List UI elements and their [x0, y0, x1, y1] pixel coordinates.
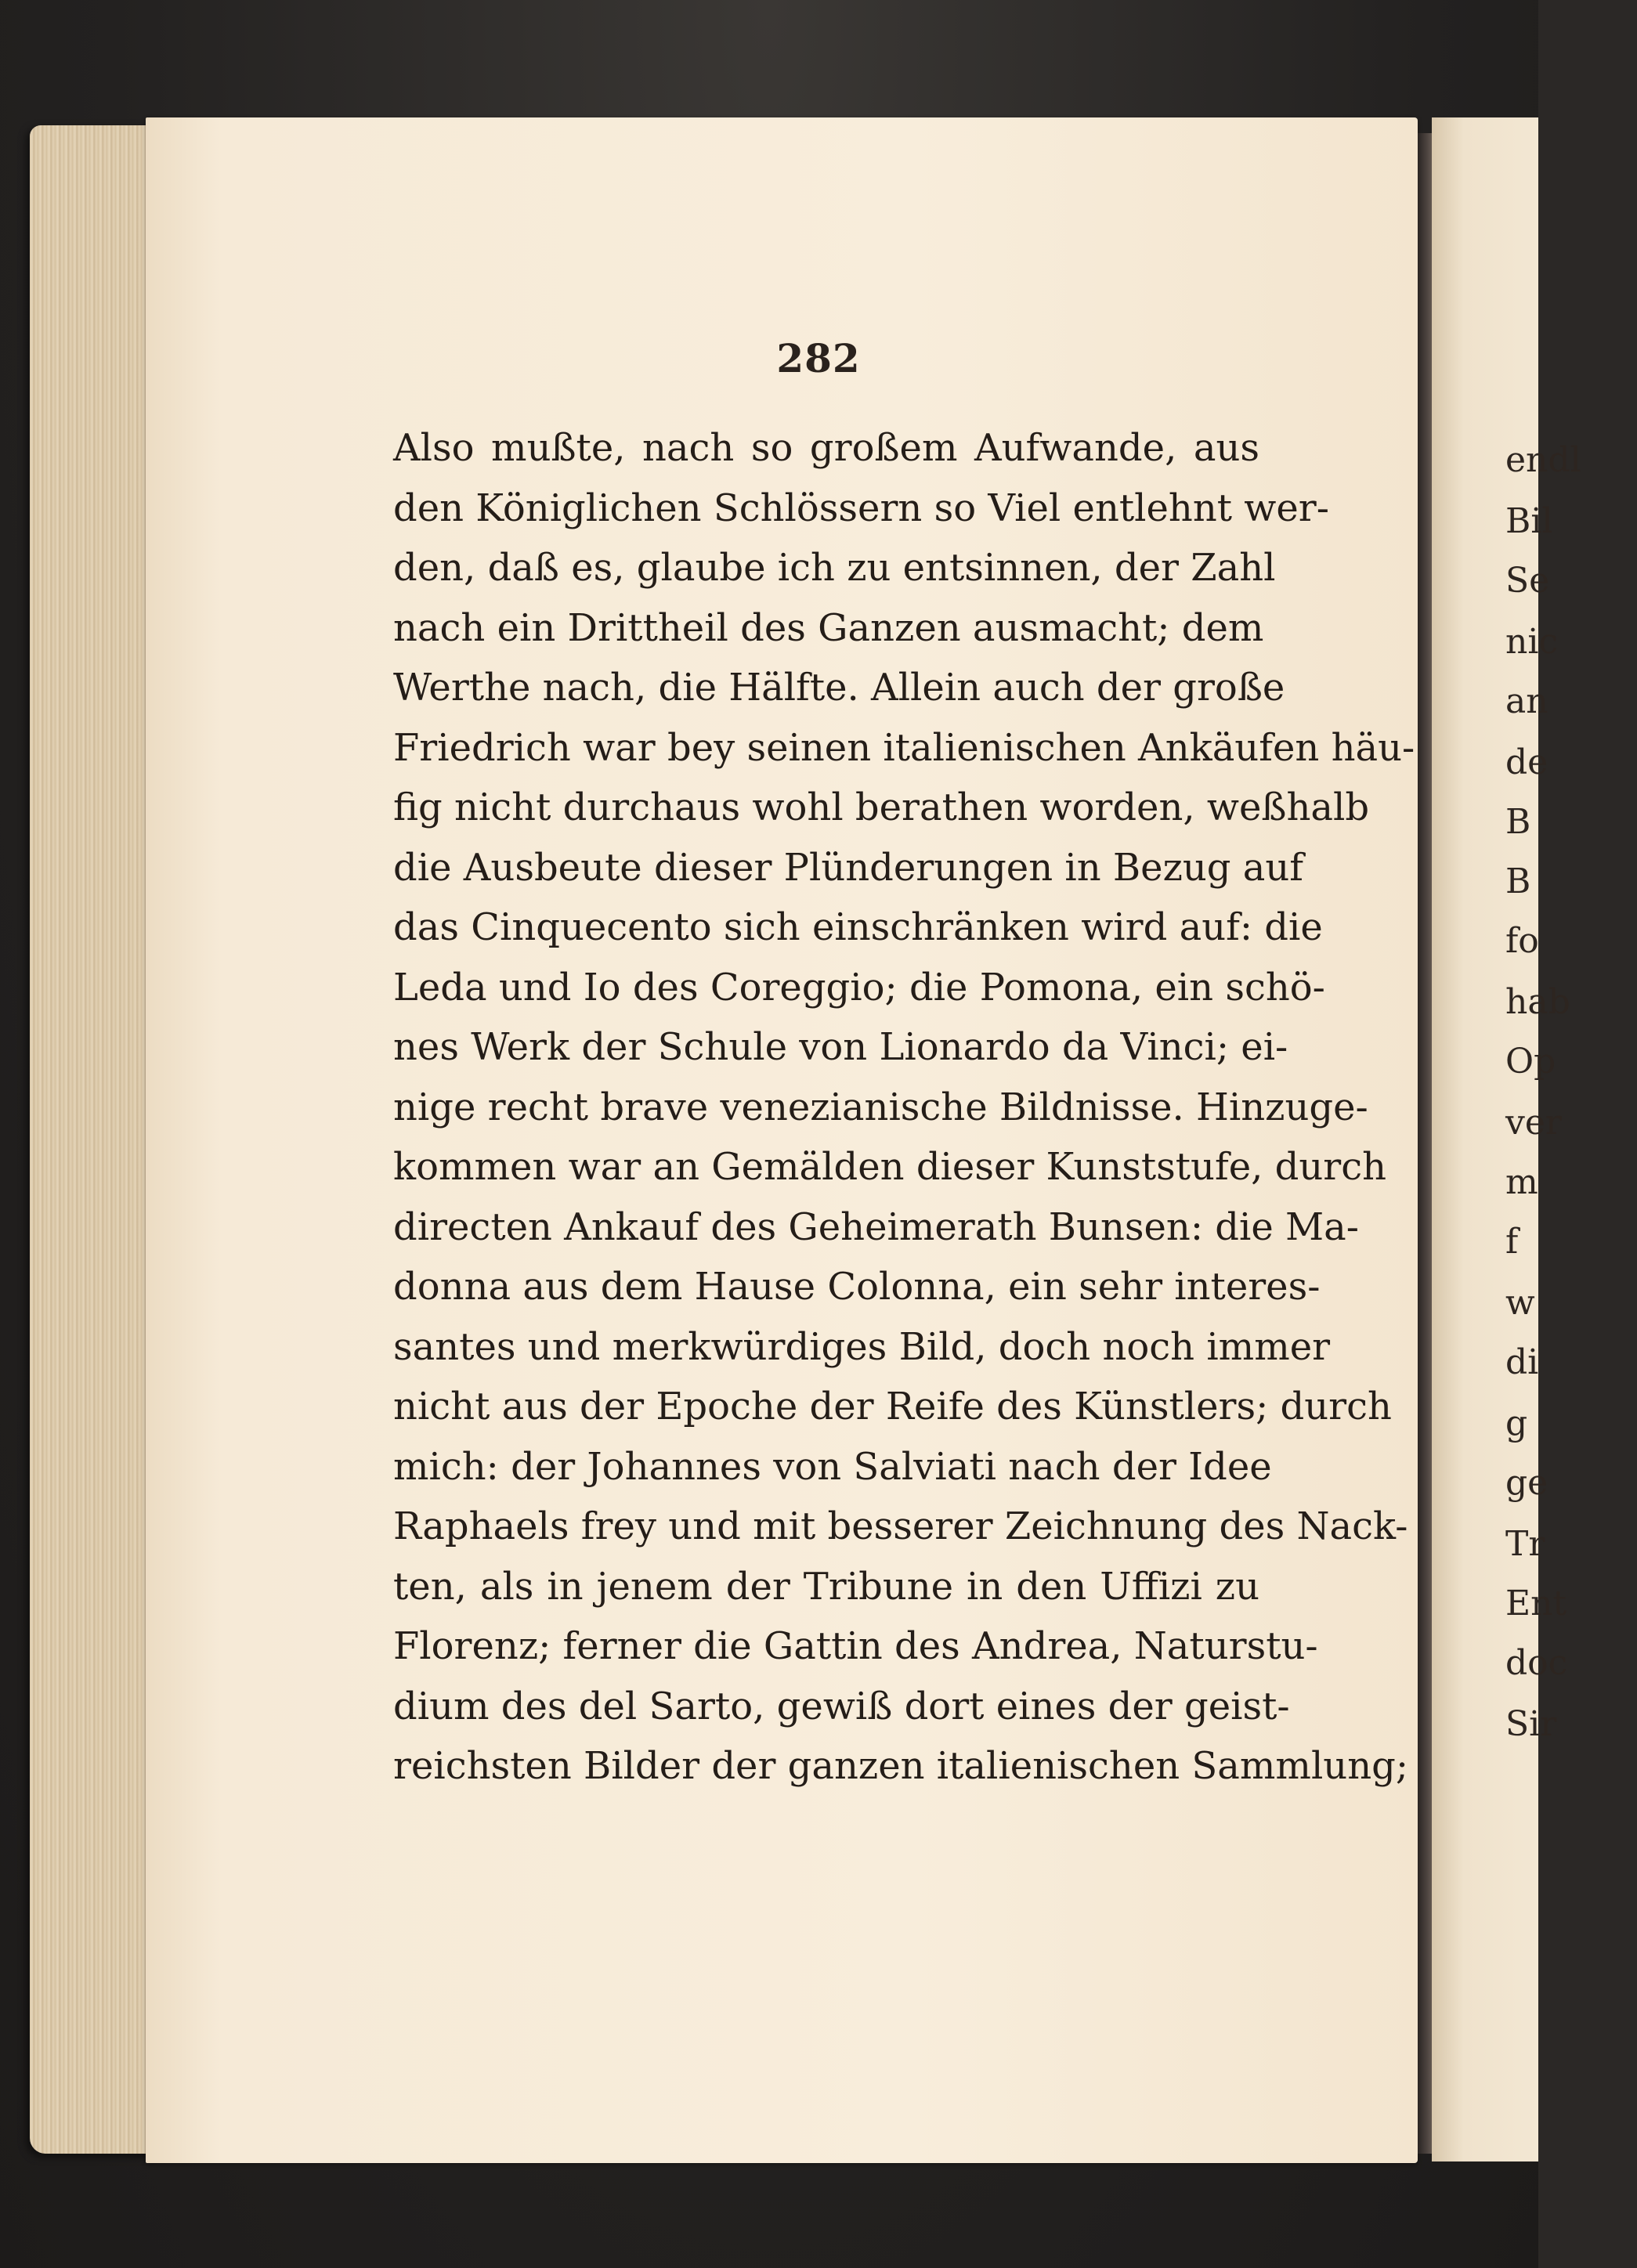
text-line: fig nicht durchaus wohl berathen worden, weßhalb [393, 785, 1370, 829]
text-line: den Königlichen Schlössern so Viel entlehnt wer- [393, 486, 1329, 530]
text-line: Leda und Io des Coreggio; die Pomona, ein schö- [393, 965, 1325, 1009]
facing-page-text: w [1505, 1283, 1535, 1323]
facing-page-text: m [1505, 1162, 1538, 1202]
facing-page-text: Sir [1505, 1704, 1557, 1744]
text-line: nige recht brave venezianische Bildnisse. Hinzuge- [393, 1085, 1368, 1129]
text-line: santes und merkwürdiges Bild, doch noch immer [393, 1324, 1331, 1369]
facing-page-text: Tr [1505, 1524, 1545, 1564]
page-edge-stack [30, 125, 155, 2154]
text-line: Raphaels frey und mit besserer Zeichnung des Nack- [393, 1504, 1408, 1548]
facing-page-text: B [1505, 861, 1531, 901]
facing-page-text: doc [1505, 1643, 1568, 1683]
facing-page-text: Bil [1505, 501, 1553, 541]
facing-page-text: fo [1505, 921, 1539, 961]
text-line: Werthe nach, die Hälfte. Allein auch der große [393, 666, 1285, 710]
facing-page-text: Op [1505, 1042, 1556, 1082]
text-line: Friedrich war bey seinen italienischen Ankäufen häu- [393, 725, 1415, 770]
text-line: den, daß es, glaube ich zu entsinnen, der Zahl [393, 546, 1276, 590]
text-line: die Ausbeute dieser Plünderungen in Bezug auf [393, 845, 1304, 890]
facing-page-text: ver [1505, 1103, 1562, 1143]
facing-page-text: an [1505, 681, 1548, 721]
facing-page-text: Se [1505, 561, 1550, 601]
facing-page-text: endl [1505, 440, 1581, 480]
text-line: Also mußte, nach so großem Aufwande, aus [393, 426, 1259, 470]
facing-page-text: di [1505, 1342, 1539, 1382]
facing-page-text: de [1505, 742, 1548, 782]
text-line: nicht aus der Epoche der Reife des Künstlers; durch [393, 1385, 1392, 1428]
facing-page-text: g [1505, 1403, 1528, 1443]
text-line: kommen war an Gemälden dieser Kunststufe, durch [393, 1145, 1387, 1189]
facing-page-text: f [1505, 1222, 1519, 1262]
text-line: reichsten Bilder der ganzen italienischen Sammlung; [393, 1744, 1409, 1788]
text-line: directen Ankauf des Geheimerath Bunsen: die Ma- [393, 1204, 1359, 1249]
page-number: 282 [776, 335, 861, 381]
facing-page-text: nic [1505, 622, 1559, 662]
text-line: ten, als in jenem der Tribune in den Uffizi zu [393, 1564, 1259, 1609]
text-line: mich: der Johannes von Salviati nach der Idee [393, 1444, 1272, 1489]
text-line: nes Werk der Schule von Lionardo da Vinci; ei- [393, 1025, 1288, 1069]
text-line: nach ein Drittheil des Ganzen ausmacht; dem [393, 605, 1264, 650]
text-line: Florenz; ferner die Gattin des Andrea, Naturstu- [393, 1624, 1318, 1668]
facing-page-text: B [1505, 802, 1531, 842]
text-line: das Cinquecento sich einschränken wird auf: die [393, 905, 1323, 949]
text-line: dium des del Sarto, gewiß dort eines der geist- [393, 1684, 1290, 1728]
facing-page-text: hab [1505, 982, 1570, 1022]
text-line: donna aus dem Hause Colonna, ein sehr interes- [393, 1265, 1321, 1309]
book-gutter [1418, 133, 1433, 2154]
facing-page-fragment [1432, 117, 1581, 2161]
facing-page-text: ge [1505, 1463, 1548, 1503]
facing-page-text: Ent [1505, 1584, 1567, 1623]
body-text [393, 418, 1415, 1797]
